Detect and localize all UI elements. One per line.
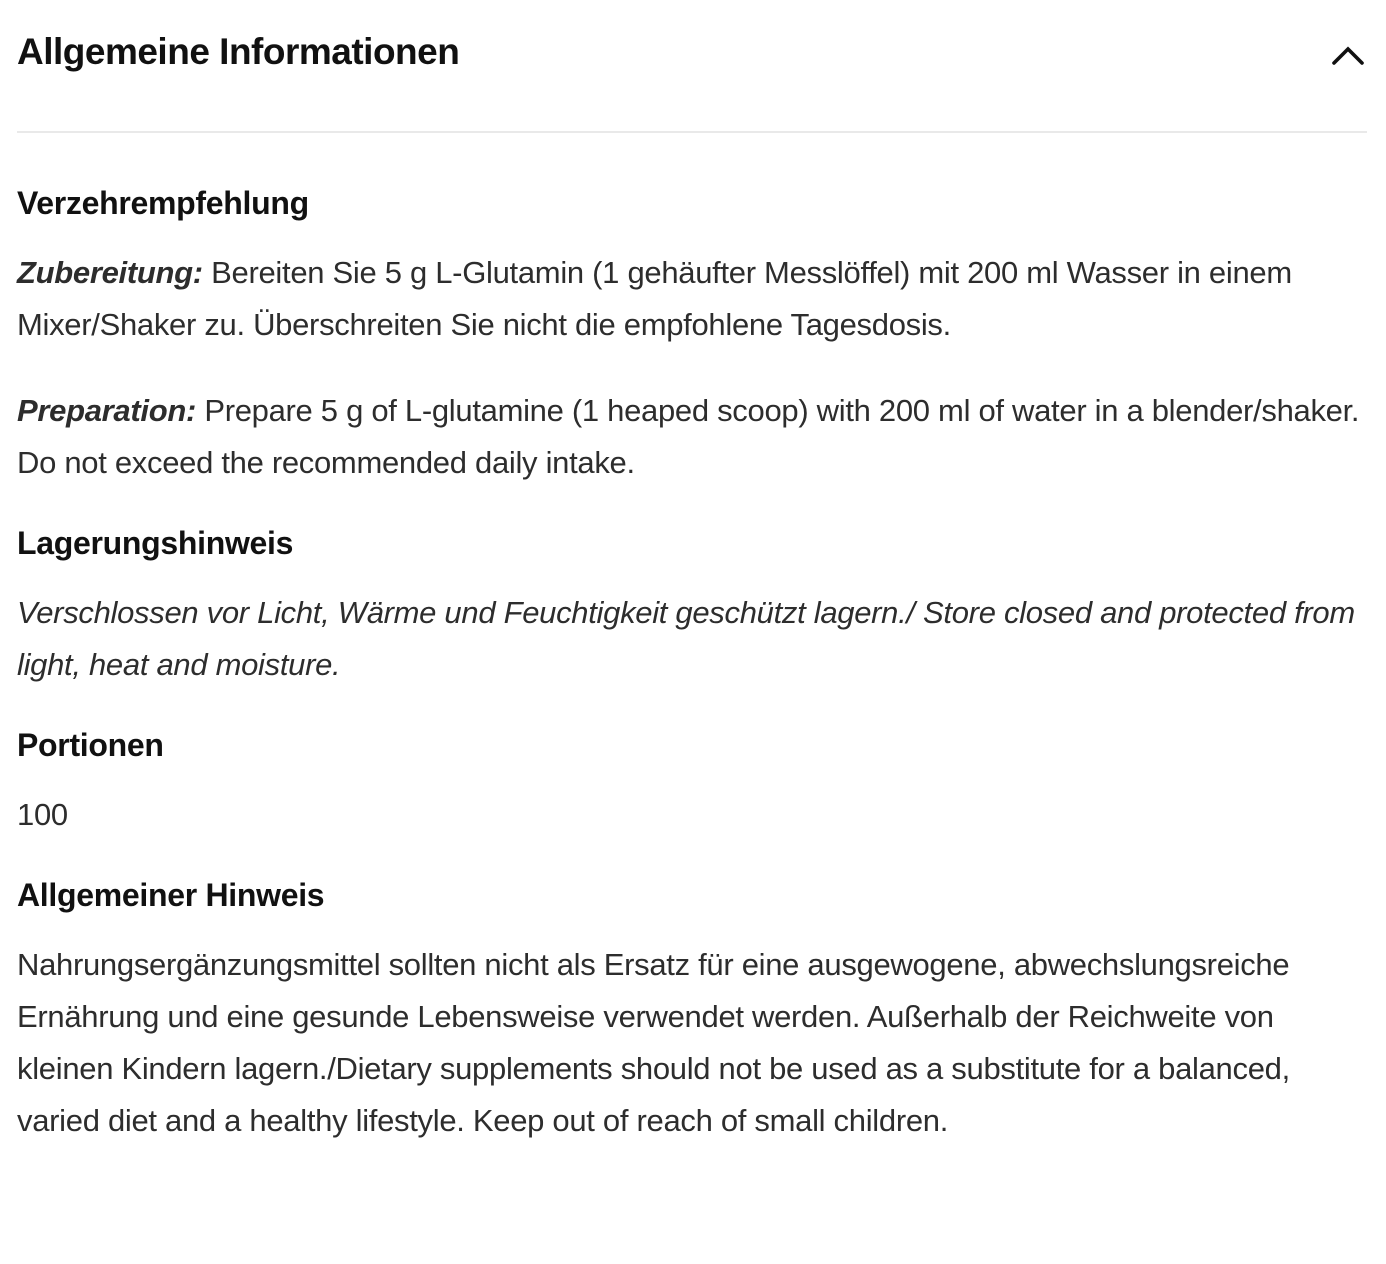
subsection-heading: Lagerungshinweis [17,525,294,561]
page-title: Allgemeine Informationen [17,31,460,72]
chevron-up-icon [1331,44,1365,69]
paragraph-general-note: Nahrungsergänzungsmittel sollten nicht als Ersatz für eine ausgewogene, abwechslungsreiche Ernährung und eine gesunde Lebensweise verwendet werden. Außerhalb der Reichweite von kleinen Kindern lagern./Dietary supplements should not be used as a substitute for a balanced, varied diet and a healthy lifestyle. Keep out of reach of small children. [17,947,1290,1138]
paragraph-lead: Preparation: [17,393,196,428]
section-general-note [17,875,1367,1147]
section-consumption-recommendation [17,183,1367,489]
paragraph-preparation-en [17,385,1367,489]
paragraph-preparation-de [17,247,1367,351]
section-divider [17,131,1367,133]
accordion-header[interactable] [17,30,1367,79]
collapse-section-button[interactable] [1329,34,1367,79]
subsection-heading: Portionen [17,727,164,763]
paragraph-storage: Verschlossen vor Licht, Wärme und Feuchtigkeit geschützt lagern./ Store closed and protected from light, heat and moisture. [17,595,1355,682]
section-list [17,183,1367,1147]
subsection-heading: Allgemeiner Hinweis [17,877,325,913]
paragraph-lead: Zubereitung: [17,255,203,290]
subsection-heading: Verzehrempfehlung [17,185,309,221]
servings-value: 100 [17,797,68,832]
section-storage-note [17,523,1367,691]
section-servings [17,725,1367,841]
paragraph-text: Bereiten Sie 5 g L-Glutamin (1 gehäufter Messlöffel) mit 200 ml Wasser in einem Mixer/Shaker zu. Überschreiten Sie nicht die empfohlene Tagesdosis. [17,255,1292,342]
paragraph-text: Prepare 5 g of L-glutamine (1 heaped scoop) with 200 ml of water in a blender/shaker. Do not exceed the recommended daily intake. [17,393,1360,480]
